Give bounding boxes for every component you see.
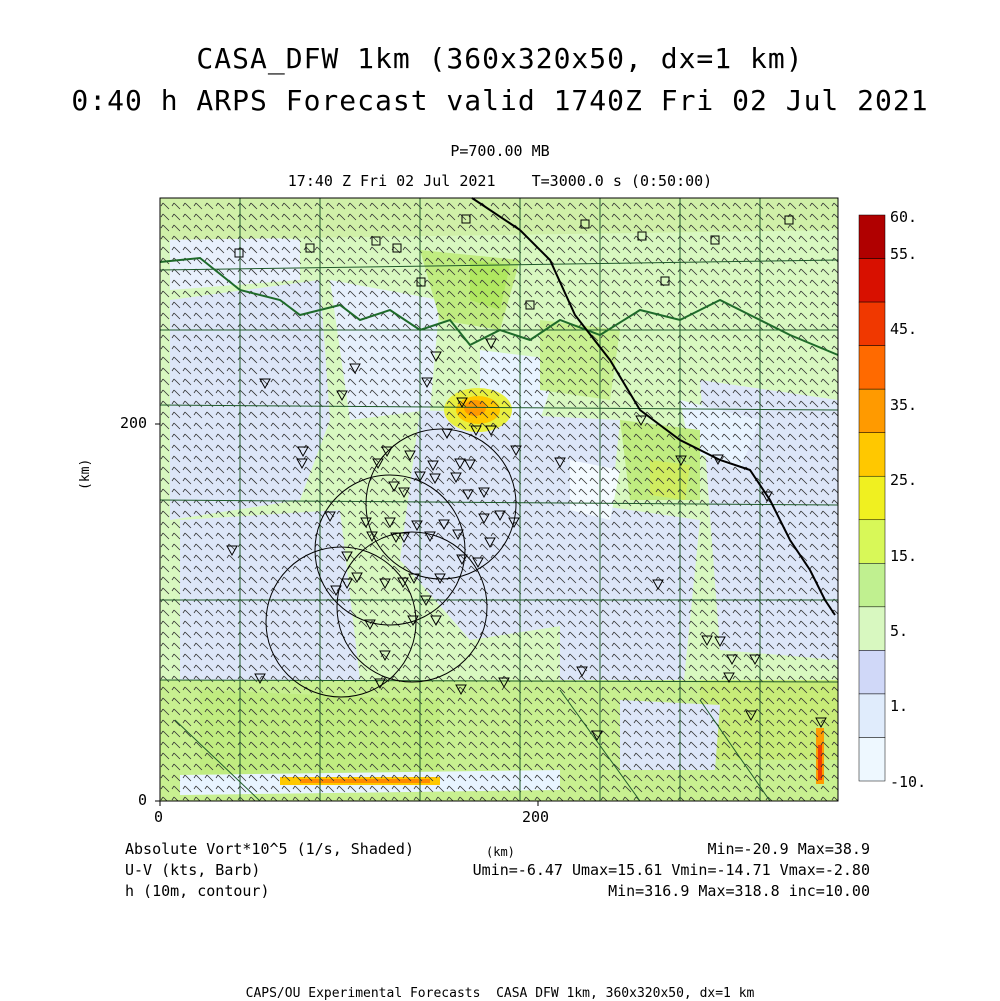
colorbar-swatch bbox=[859, 563, 885, 607]
y-axis-label: (km) bbox=[78, 458, 93, 490]
colorbar-label-60: 60. bbox=[890, 208, 918, 226]
legend-height: h (10m, contour) bbox=[125, 882, 270, 900]
colorbar-label-55: 55. bbox=[890, 245, 918, 263]
vorticity-stats: Min=-20.9 Max=38.9 bbox=[707, 840, 870, 858]
colorbar-swatch bbox=[859, 302, 885, 346]
colorbar-label-35: 35. bbox=[890, 396, 918, 414]
time-info: 17:40 Z Fri 02 Jul 2021 T=3000.0 s (0:50:00) bbox=[287, 172, 713, 190]
title-line-2: 0:40 h ARPS Forecast valid 1740Z Fri 02 Jul 2021 bbox=[71, 84, 929, 117]
x-tick-0: 0 bbox=[154, 808, 164, 826]
colorbar-swatch bbox=[859, 476, 885, 520]
wind-stats: Umin=-6.47 Umax=15.61 Vmin=-14.71 Vmax=-2.80 bbox=[472, 861, 870, 879]
colorbar-swatch bbox=[859, 694, 885, 738]
legend-vorticity: Absolute Vort*10^5 (1/s, Shaded) bbox=[125, 840, 414, 858]
colorbar-swatch bbox=[859, 215, 885, 259]
title-line-1: CASA_DFW 1km (360x320x50, dx=1 km) bbox=[196, 42, 804, 75]
y-tick-0: 0 bbox=[138, 791, 148, 809]
colorbar-label-5: 5. bbox=[890, 622, 909, 640]
colorbar-label-1: 1. bbox=[890, 697, 909, 715]
x-axis-label: (km) bbox=[486, 845, 515, 859]
colorbar-swatch bbox=[859, 520, 885, 564]
pressure-level: P=700.00 MB bbox=[450, 142, 550, 160]
colorbar-swatch bbox=[859, 650, 885, 694]
colorbar-label-25: 25. bbox=[890, 471, 918, 489]
credit-line: CAPS/OU Experimental Forecasts CASA DFW 1km, 360x320x50, dx=1 km bbox=[245, 986, 755, 1001]
colorbar-swatch bbox=[859, 737, 885, 781]
colorbar bbox=[859, 215, 885, 781]
legend-wind: U-V (kts, Barb) bbox=[125, 861, 261, 879]
height-stats: Min=316.9 Max=318.8 inc=10.00 bbox=[608, 882, 870, 900]
colorbar-label-neg10: -10. bbox=[890, 773, 927, 791]
colorbar-swatch bbox=[859, 433, 885, 477]
colorbar-label-45: 45. bbox=[890, 320, 918, 338]
colorbar-swatch bbox=[859, 389, 885, 433]
colorbar-swatch bbox=[859, 607, 885, 651]
colorbar-label-15: 15. bbox=[890, 547, 918, 565]
colorbar-swatch bbox=[859, 259, 885, 303]
colorbar-swatch bbox=[859, 346, 885, 390]
x-tick-200: 200 bbox=[522, 808, 550, 826]
y-tick-200: 200 bbox=[120, 414, 148, 432]
